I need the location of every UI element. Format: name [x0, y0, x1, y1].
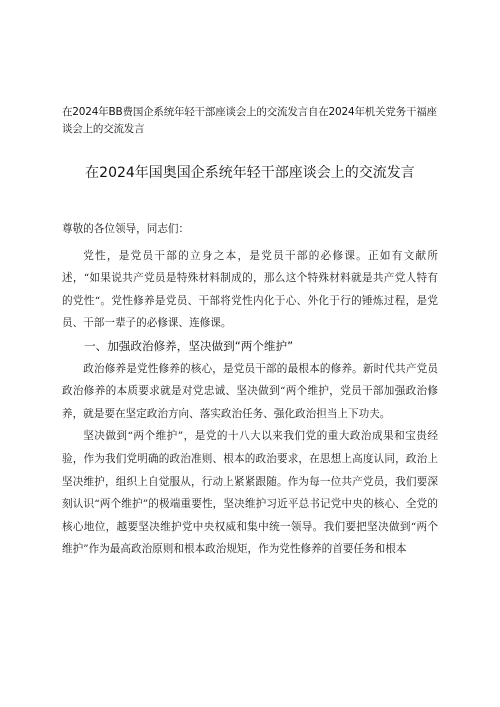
document-body — [62, 218, 438, 561]
paragraph-2: 政治修养是党性修养的核心，是党员干部的最根本的修养。新时代共产党员政治修养的本质要求就是对党忠诚、坚决做到“两个维护，党员干部加强政治修养，就是要在坚定政治方向、落实政治任务、强化政治担当上下功夫。 — [62, 362, 438, 420]
salutation: 尊敬的各位领导，同志们： — [62, 223, 190, 235]
document-title: 在2024年国奥国企系统年轻干部座谈会上的交流发言 — [85, 165, 415, 181]
header-title: 在2024年BB费国企系统年轻干部座谈会上的交流发言自在2024年机关党务干福座谈会上的交流发言 — [62, 106, 437, 135]
paragraph-1: 党性，是党员干部的立身之本，是党员干部的必修课。正如有文献所述，“如果说共产党员是特殊材料制成的，那么这个特殊材料就是共产党人特有的党性“。党性修养是党员、干部将党性内化于心、外化于行的锤炼过程，是党员、干部一辈子的必修课、连修课。 — [62, 249, 438, 330]
section-heading-1: 一、加强政治修养，坚决做到“两个维护” — [84, 338, 294, 353]
paragraph-3: 坚决做到“两个维护”，是党的十八大以来我们党的重大政治成果和宝贵经验，作为我们党明确的政治准则、根本的政治要求，在思想上高度认同，政治上坚决维护，组织上自觉服从，行动上紧紧跟随。作为每一位共产党员，我们要深刻认识“两个维护”的极端重要性，坚决维护习近平总书记党中央的核心、全党的核心地位，越要坚决维护党中央权威和集中统一领导。我们要把坚决做到“两个维护”作为最高政治原则和根本政治规矩，作为党性修养的首要任务和根本 — [62, 430, 438, 556]
